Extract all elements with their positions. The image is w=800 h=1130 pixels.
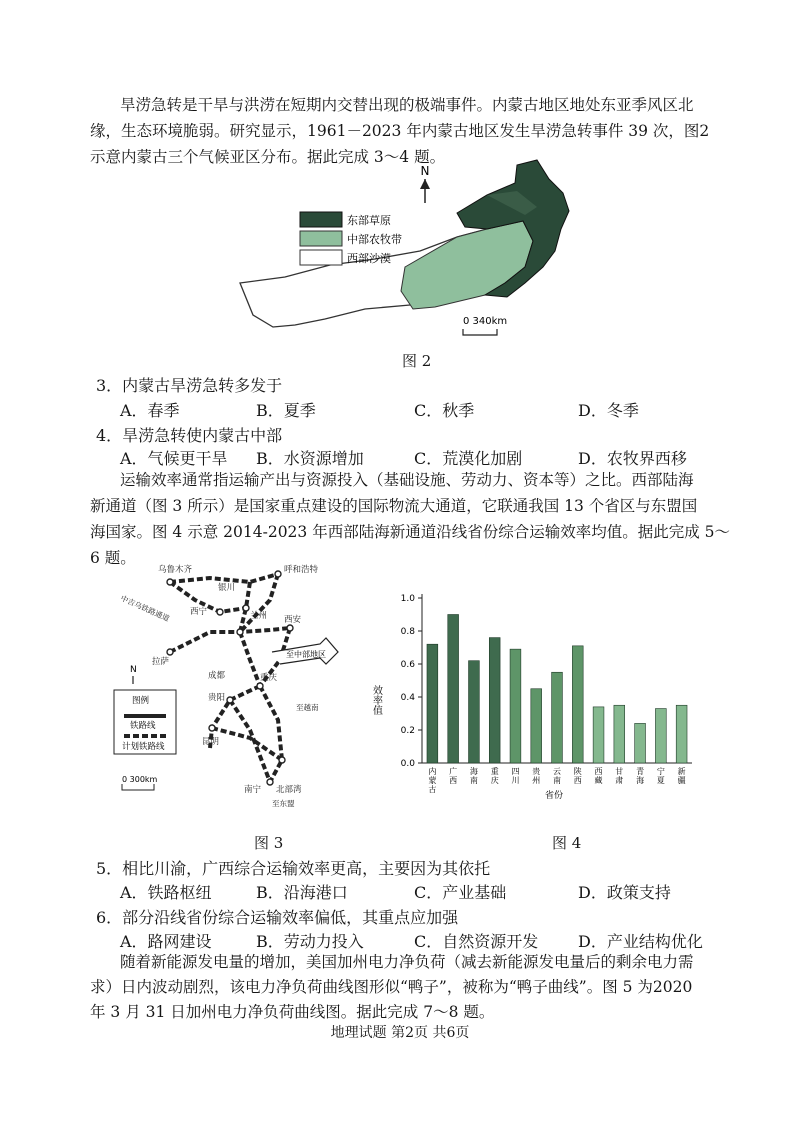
- city-lhasa: 拉萨: [152, 657, 170, 667]
- figure-4-bar-chart: [362, 580, 700, 805]
- x-tick-label: 甘: [615, 767, 624, 776]
- y-tick-label: 0.2: [400, 726, 415, 736]
- q4-option-d[interactable]: D．农牧界西移: [578, 449, 687, 468]
- city-kunming: 昆明: [202, 737, 220, 747]
- x-tick-label: 海: [636, 776, 645, 785]
- city-xian: 西安: [284, 615, 302, 625]
- y-tick-label: 0.8: [400, 627, 415, 637]
- intro3-line1: 随着新能源发电量的增加，美国加州电力净负荷（减去新能源发电量后的剩余电力需: [120, 953, 694, 971]
- fig3-scale-label: 0 300km: [122, 775, 158, 784]
- city-nanning: 南宁: [244, 785, 262, 795]
- q5-option-a[interactable]: A．铁路枢纽: [120, 883, 212, 902]
- label-to-central: 至中部地区: [286, 650, 326, 659]
- x-tick-label: 南: [553, 776, 561, 785]
- intro1-line2: 缘，生态环境脆弱。研究显示，1961－2023 年内蒙古地区发生旱涝急转事件 39 次，图2: [90, 122, 710, 140]
- page-footer: 地理试题 第2页 共6页: [330, 1025, 470, 1041]
- x-tick-label: 云: [553, 767, 561, 776]
- label-china-kyrgyz-uzbek: 中吉乌铁路通道: [119, 593, 171, 624]
- scale-bar: [463, 329, 497, 335]
- x-tick-label: 西: [449, 776, 458, 785]
- x-tick-label: 南: [469, 776, 478, 785]
- q4-option-a[interactable]: A．气候更干旱: [120, 449, 228, 468]
- intro3-line2: 求）日内波动剧烈，该电力净负荷曲线图形似“鸭子”，被称为“鸭子曲线”。图 5 为2020: [90, 978, 693, 996]
- bar-新疆: [676, 705, 687, 763]
- bar-青海: [635, 723, 646, 763]
- q3-option-d[interactable]: D．冬季: [578, 401, 639, 420]
- x-tick-label: 肃: [615, 776, 624, 785]
- bar-贵州: [531, 689, 542, 763]
- x-tick-label: 四: [511, 767, 520, 776]
- x-tick-label: 西: [573, 776, 582, 785]
- q5-option-b[interactable]: B．沿海港口: [256, 883, 348, 902]
- q3-stem: 3．内蒙古旱涝急转多发于: [96, 376, 283, 395]
- figure-2-map: [225, 155, 580, 345]
- x-tick-label: 州: [532, 776, 541, 785]
- bar-重庆: [489, 638, 500, 763]
- city-chengdu: 成都: [208, 671, 226, 681]
- legend-middle-agro: 中部农牧带: [347, 233, 402, 246]
- q6-option-c[interactable]: C．自然资源开发: [414, 932, 539, 951]
- x-tick-label: 蒙: [428, 776, 437, 785]
- fig2-caption: 图 2: [402, 352, 432, 370]
- bar-海南: [469, 661, 480, 763]
- y-tick-label: 0.4: [400, 693, 415, 703]
- q6-stem: 6．部分沿线省份综合运输效率偏低，其重点应加强: [96, 908, 459, 927]
- fig3-scale-bar: [122, 784, 154, 790]
- city-guiyang: 贵阳: [208, 693, 226, 703]
- city-lanzhou: 兰州: [250, 611, 268, 621]
- fig3-caption: 图 3: [254, 834, 284, 852]
- chart-tick-labels: [401, 594, 686, 794]
- x-tick-label: 庆: [490, 776, 499, 785]
- q6-option-d[interactable]: D．产业结构优化: [578, 932, 703, 951]
- x-tick-label: 川: [511, 776, 520, 785]
- x-tick-label: 内: [428, 767, 437, 776]
- city-labels: [152, 564, 319, 795]
- bar-甘肃: [614, 705, 625, 763]
- x-tick-label: 夏: [656, 776, 665, 785]
- x-tick-label: 海: [469, 767, 478, 776]
- x-tick-label: 宁: [656, 767, 665, 776]
- fig2-scale-label: 0 340km: [463, 316, 508, 327]
- q3-option-a[interactable]: A．春季: [120, 401, 180, 420]
- bar-西藏: [593, 707, 604, 763]
- x-tick-label: 西: [594, 767, 603, 776]
- intro1-line1: 旱涝急转是干旱与洪涝在短期内交替出现的极端事件。内蒙古地区地处东亚季风区北: [120, 96, 694, 114]
- city-yinchuan: 银川: [218, 583, 236, 593]
- bar-内蒙古: [427, 644, 438, 763]
- city-xining: 西宁: [190, 607, 208, 617]
- q3-option-b[interactable]: B．夏季: [256, 401, 316, 420]
- label-to-asean: 至东盟: [272, 799, 295, 808]
- x-tick-label: 古: [428, 785, 437, 794]
- y-tick-label: 0.0: [400, 759, 415, 769]
- q5-option-d[interactable]: D．政策支持: [578, 883, 671, 902]
- north-arrow-icon: [420, 164, 430, 203]
- q6-option-a[interactable]: A．路网建设: [120, 932, 212, 951]
- x-tick-label: 陕: [573, 767, 582, 776]
- fig3-legend-rail: 铁路线: [130, 721, 156, 731]
- label-to-vietnam: 至越南: [296, 703, 319, 712]
- fig3-legend-title: 图例: [132, 696, 150, 706]
- q3-option-c[interactable]: C．秋季: [414, 401, 475, 420]
- intro3-line3: 年 3 月 31 日加州电力净负荷曲线图。据此完成 7～8 题。: [90, 1003, 495, 1021]
- bar-广西: [448, 615, 459, 764]
- bar-宁夏: [655, 709, 666, 763]
- x-tick-label: 疆: [677, 776, 686, 785]
- q5-stem: 5．相比川渝，广西综合运输效率更高，主要因为其依托: [96, 859, 491, 878]
- city-urumqi: 乌鲁木齐: [158, 565, 193, 575]
- fig4-caption: 图 4: [552, 834, 582, 852]
- q4-option-c[interactable]: C．荒漠化加剧: [414, 449, 523, 468]
- intro1-line3: 示意内蒙古三个气候亚区分布。据此完成 3～4 题。: [90, 148, 446, 166]
- chart-ylabel: 效率值: [370, 685, 382, 715]
- intro2-line1: 运输效率通常指运输产出与资源投入（基础设施、劳动力、资本等）之比。西部陆海: [120, 471, 694, 489]
- middle-agro-belt-region: [401, 221, 533, 309]
- north-arrow-icon: [130, 665, 137, 684]
- x-tick-label: 藏: [594, 776, 603, 785]
- y-tick-label: 0.6: [400, 660, 415, 670]
- intro2-line4: 6 题。: [90, 549, 136, 567]
- q5-option-c[interactable]: C．产业基础: [414, 883, 507, 902]
- intro2-line3: 海国家。图 4 示意 2014-2023 年西部陆海新通道沿线省份综合运输效率均值。据此完成 5～: [90, 523, 730, 541]
- city-beibuwan: 北部湾: [276, 785, 302, 795]
- legend-west-desert: 西部沙漠: [347, 252, 391, 265]
- bar-云南: [552, 672, 563, 763]
- city-chongqing: 重庆: [260, 673, 278, 683]
- bar-四川: [510, 649, 521, 763]
- intro2-line2: 新通道（图 3 所示）是国家重点建设的国际物流大通道，它联通我国 13 个省区与东盟国: [90, 497, 698, 515]
- x-tick-label: 新: [677, 767, 686, 776]
- x-tick-label: 青: [636, 767, 645, 776]
- fig3-legend-planned: 计划铁路线: [122, 742, 165, 752]
- x-tick-label: 重: [490, 767, 499, 776]
- x-tick-label: 贵: [532, 767, 541, 776]
- q4-stem: 4．旱涝急转使内蒙古中部: [96, 426, 283, 445]
- north-label: N: [420, 164, 430, 178]
- fig3-north-label: N: [130, 665, 137, 675]
- bar-陕西: [572, 646, 583, 763]
- city-hohhot: 呼和浩特: [284, 565, 319, 575]
- chart-xlabel: 省份: [544, 791, 564, 801]
- x-tick-label: 广: [449, 767, 458, 776]
- legend-east-grassland: 东部草原: [347, 214, 391, 227]
- y-tick-label: 1.0: [400, 594, 415, 604]
- q4-option-b[interactable]: B．水资源增加: [256, 449, 364, 468]
- chart-bars: [427, 615, 687, 764]
- q6-option-b[interactable]: B．劳动力投入: [256, 932, 364, 951]
- figure-3-railway-map: [100, 560, 390, 810]
